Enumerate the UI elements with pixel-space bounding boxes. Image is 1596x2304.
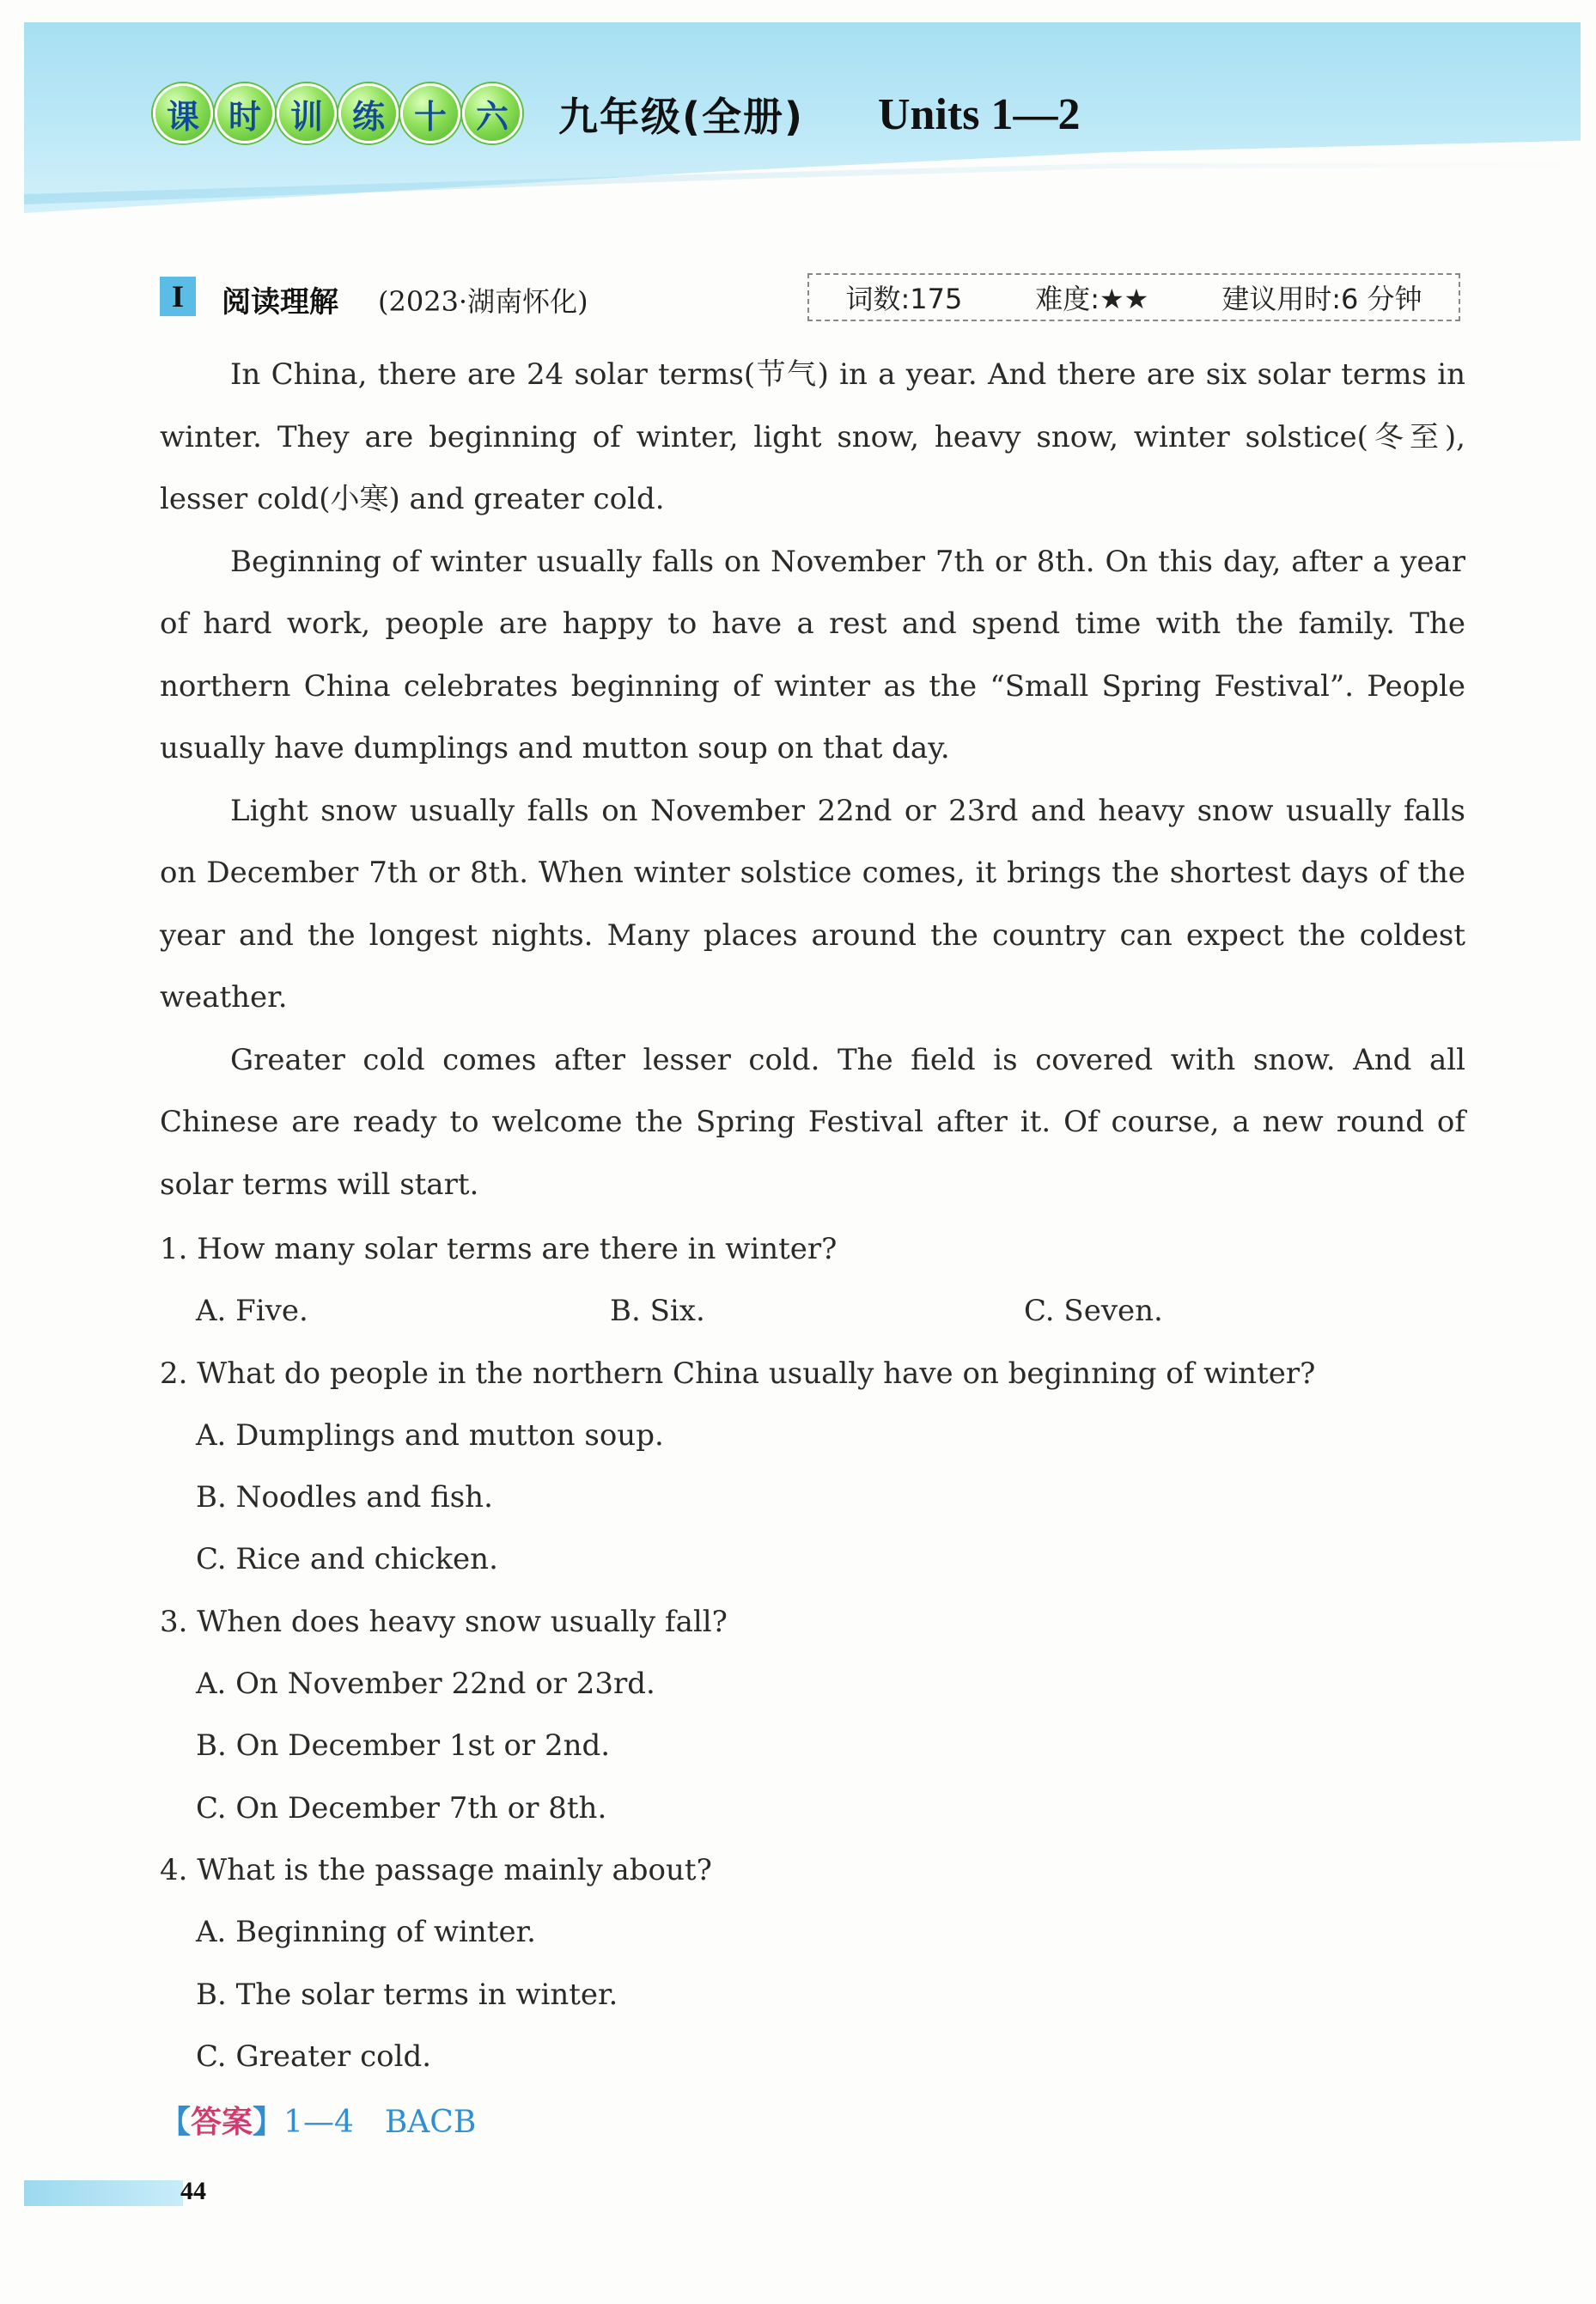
answer-label: 答案 — [191, 2105, 253, 2140]
passage-paragraph: Beginning of winter usually falls on November 7th or 8th. On this day, after a year of hard work, people are happy to have a rest and spend time with the family. The northern China celebrates beginning of winter as the “Small Spring Festival”. People usually have dumplings and mutton soup on that day. — [160, 544, 1465, 765]
answer-line — [160, 2098, 476, 2142]
lesson-badge: 时 — [215, 83, 275, 143]
lesson-badge: 六 — [462, 83, 522, 143]
question-list — [160, 1218, 1465, 2088]
question-text: 3. When does heavy snow usually fall? — [160, 1604, 728, 1639]
option: A. Dumplings and mutton soup. — [196, 1417, 664, 1453]
exercise-info-box — [807, 273, 1460, 321]
option: B. The solar terms in winter. — [196, 1977, 618, 2012]
option-row — [160, 1280, 1465, 1342]
passage-paragraph: In China, there are 24 solar terms(节气) in a year. And there are six solar terms in winter. They are beginning of winter, light snow, heavy snow, winter solstice(冬至), lesser cold(小寒) and greater cold. — [160, 357, 1465, 516]
passage-paragraph: Light snow usually falls on November 22nd or 23rd and heavy snow usually falls on December 7th or 8th. When winter solstice comes, it brings the shortest days of the year and the longest nights. Many places around the country can expect the coldest weather. — [160, 793, 1465, 1015]
lesson-badge: 训 — [277, 83, 337, 143]
footer-bar — [24, 2180, 183, 2206]
option: B. Six. — [610, 1294, 705, 1329]
page-number: 44 — [180, 2177, 206, 2205]
lesson-badges — [153, 83, 522, 143]
reading-passage — [160, 344, 1465, 1216]
option: C. Rice and chicken. — [196, 1542, 498, 1577]
suggested-time: 建议用时:6 分钟 — [1221, 283, 1422, 315]
question-text: 1. How many solar terms are there in winter? — [160, 1232, 838, 1266]
word-count: 词数:175 — [845, 283, 963, 315]
difficulty: 难度:★★ — [1035, 283, 1149, 315]
question-text: 4. What is the passage mainly about? — [160, 1852, 712, 1887]
lesson-badge: 课 — [153, 83, 213, 143]
answer-tag: 【答案】 — [160, 2105, 284, 2140]
section-number: I — [160, 277, 196, 316]
lesson-badge: 练 — [338, 83, 399, 143]
section-title: 阅读理解 — [222, 285, 338, 320]
option: C. Seven. — [1024, 1294, 1163, 1329]
option: A. Five. — [196, 1294, 308, 1329]
section-source: (2023·湖南怀化) — [378, 285, 588, 318]
units-title: Units 1—2 — [878, 90, 1081, 139]
option: A. Beginning of winter. — [196, 1915, 536, 1950]
option: C. Greater cold. — [196, 2039, 432, 2074]
grade-title: 九年级(全册) — [558, 94, 805, 140]
option: C. On December 7th or 8th. — [196, 1790, 607, 1826]
passage-paragraph: Greater cold comes after lesser cold. The field is covered with snow. And all Chinese are ready to welcome the Spring Festival after it. Of course, a new round of solar terms will start. — [160, 1042, 1465, 1202]
option: B. Noodles and fish. — [196, 1480, 493, 1515]
option: B. On December 1st or 2nd. — [196, 1728, 611, 1764]
option: A. On November 22nd or 23rd. — [196, 1667, 655, 1702]
question-text: 2. What do people in the northern China usually have on beginning of winter? — [160, 1356, 1316, 1391]
answer-text: 1—4 BACB — [283, 2105, 477, 2140]
lesson-badge: 十 — [400, 83, 460, 143]
